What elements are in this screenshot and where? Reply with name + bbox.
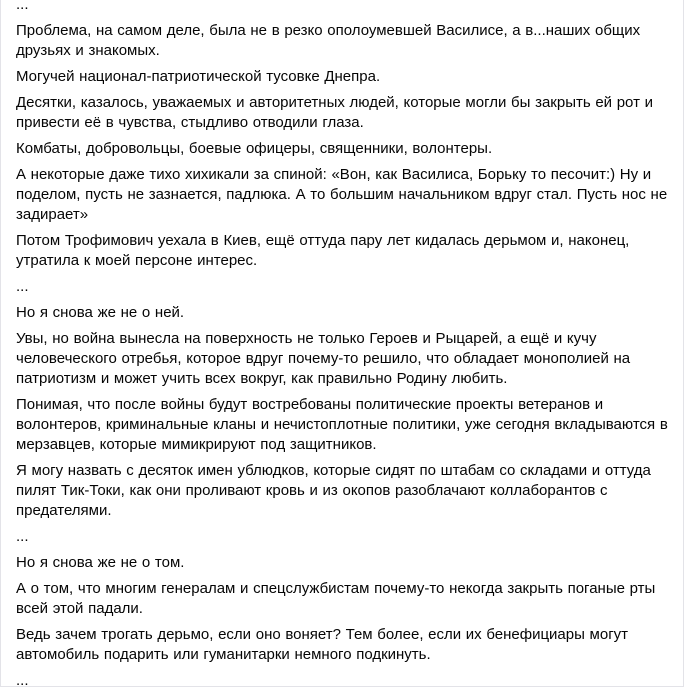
post-paragraph: Комбаты, добровольцы, боевые офицеры, священники, волонтеры. [16,140,493,157]
ellipsis-separator: ... [16,278,29,295]
ellipsis-separator: ... [16,672,29,687]
ellipsis-separator: ... [16,0,29,13]
ellipsis-separator: ... [16,528,29,545]
post-paragraph: Но я снова же не о ней. [16,304,185,321]
post-paragraph: Но я снова же не о том. [16,554,185,571]
post-paragraph: Ведь зачем трогать дерьмо, если оно воняет? Тем более, если их бенефициары могут автомобиль подарить или гуманитарки немного подкинуть. [16,626,629,663]
post-paragraph: Потом Трофимович уехала в Киев, ещё оттуда пару лет кидалась дерьмом и, наконец, утратила к моей персоне интерес. [16,232,630,269]
post-paragraph: Десятки, казалось, уважаемых и авторитетных людей, которые могли бы закрыть ей рот и привести её в чувства, стыдливо отводили глаза. [16,94,653,131]
post-paragraph: Могучей национал-патриотической тусовке Днепра. [16,68,381,85]
post-paragraph: А о том, что многим генералам и спецслужбистам почему-то некогда закрыть поганые рты всей этой падали. [16,580,656,617]
post-paragraph: Понимая, что после войны будут востребованы политические проекты ветеранов и волонтеров, криминальные кланы и нечистоплотные политики, уже сегодня вкладываются в мерзавцев, которые мимикрируют под защитников. [16,396,668,453]
post-body [16,0,668,687]
post-paragraph: Проблема, на самом деле, была не в резко ополоумевшей Василисе, а в...наших общих друзьях и знакомых. [16,22,641,59]
post-paragraph: А некоторые даже тихо хихикали за спиной: «Вон, как Василиса, Борьку то песочит:) Ну и поделом, пусть не зазнается, падлюка. А то большим начальником вдруг стал. Пусть нос не задирает» [16,166,668,223]
post-paragraph: Я могу назвать с десяток имен ублюдков, которые сидят по штабам со складами и оттуда пилят Тик-Токи, как они проливают кровь и из окопов разоблачают коллаборантов с предателями. [16,462,651,519]
post-paragraph: Увы, но война вынесла на поверхность не только Героев и Рыцарей, а ещё и кучу человеческого отребья, которое вдруг почему-то решило, что обладает монополией на патриотизм и может учить всех вокруг, как правильно Родину любить. [16,330,631,387]
